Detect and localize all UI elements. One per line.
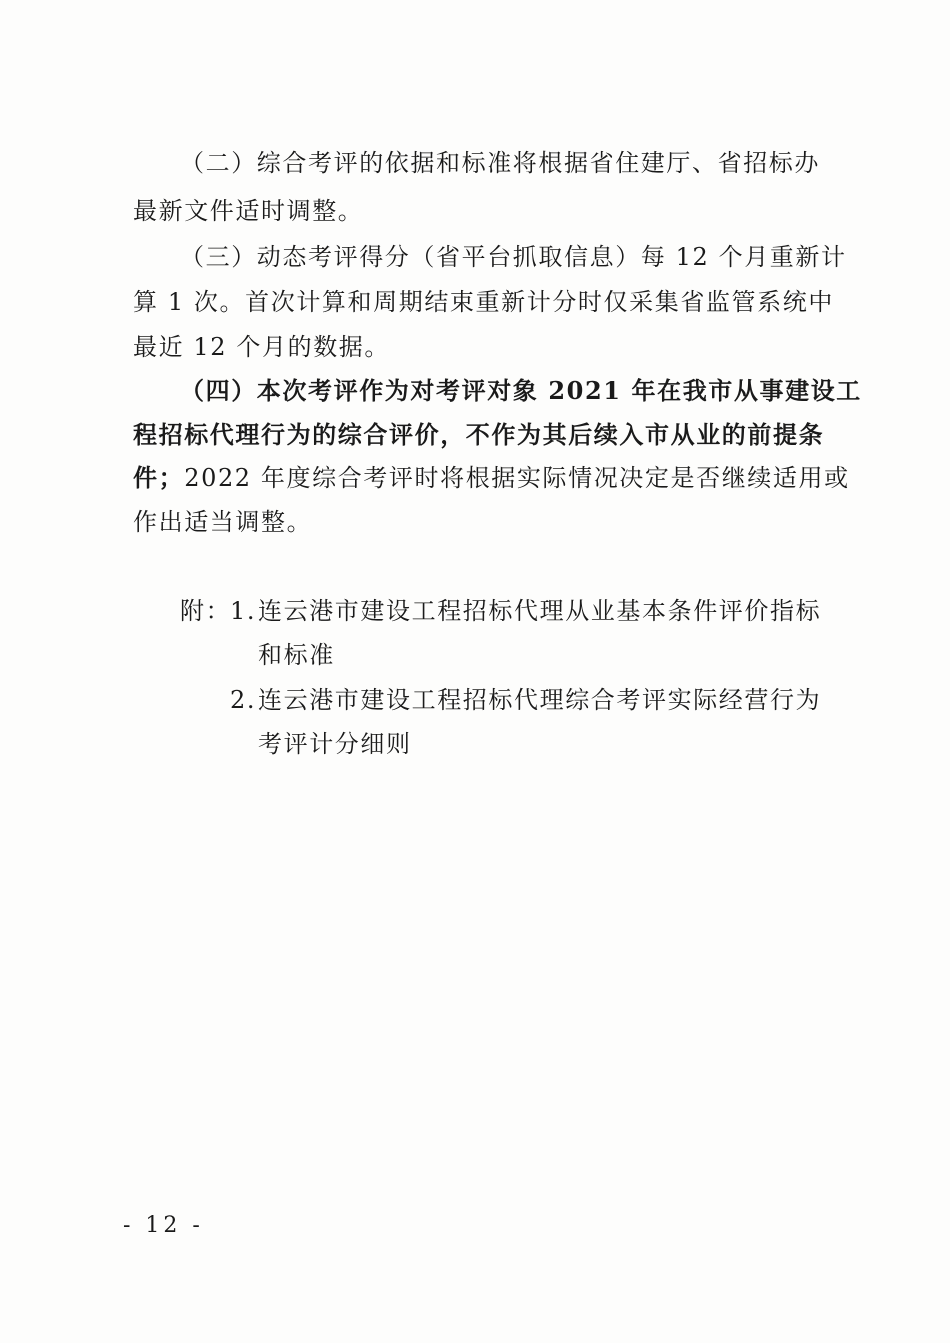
attachment-2-number: 2. (230, 686, 257, 714)
paragraph-2-line-1: （二）综合考评的依据和标准将根据省住建厅、省招标办 (180, 149, 820, 177)
paragraph-3-line-1: （三）动态考评得分（省平台抓取信息）每 12 个月重新计 (180, 243, 847, 271)
paragraph-4-line-3-rest: 2022 年度综合考评时将根据实际情况决定是否继续适用或 (184, 464, 850, 492)
paragraph-4-line-4: 作出适当调整。 (133, 508, 313, 536)
attachment-label: 附： (180, 597, 232, 625)
attachment-2-line-1: 连云港市建设工程招标代理综合考评实际经营行为 (258, 686, 822, 714)
paragraph-4-line-3-bold: 件； (133, 463, 185, 492)
attachment-1-line-1: 连云港市建设工程招标代理从业基本条件评价指标 (258, 597, 822, 625)
attachment-2-line-2: 考评计分细则 (258, 730, 412, 758)
paragraph-2-line-2: 最新文件适时调整。 (133, 197, 364, 225)
paragraph-4-line-2: 程招标代理行为的综合评价，不作为其后续入市从业的前提条 (133, 420, 825, 449)
paragraph-4-line-3 (133, 463, 850, 493)
page-number: - 12 - (123, 1213, 204, 1238)
paragraph-3-line-3: 最近 12 个月的数据。 (133, 333, 390, 361)
paragraph-3-line-2: 算 1 次。首次计算和周期结束重新计分时仅采集省监管系统中 (133, 288, 834, 316)
paragraph-4-line-1: （四）本次考评作为对考评对象 2021 年在我市从事建设工 (180, 376, 862, 405)
attachment-1-number: 1. (230, 597, 257, 625)
attachment-1-line-2: 和标准 (258, 641, 335, 669)
